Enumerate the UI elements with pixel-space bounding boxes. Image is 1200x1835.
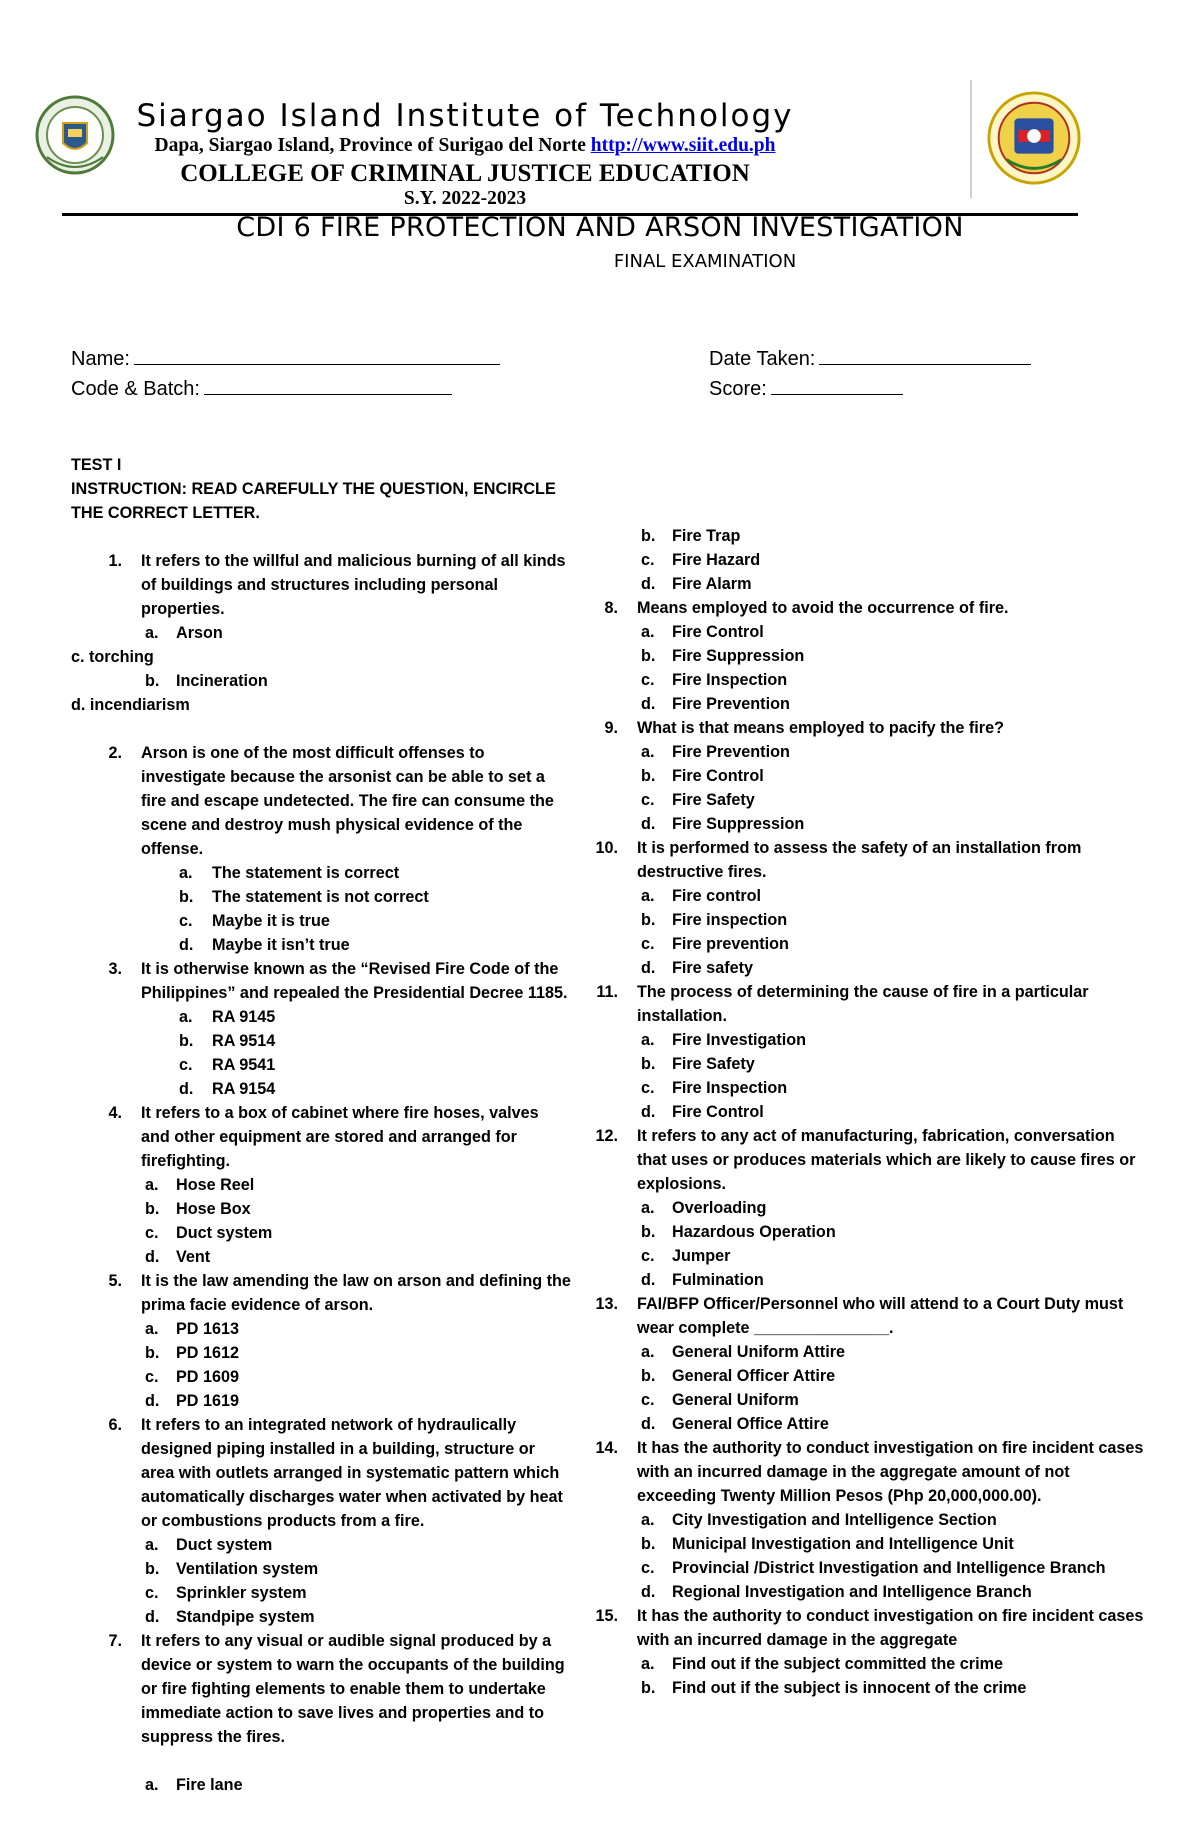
question-2 (71, 741, 571, 861)
choice-text: Fire Inspection (672, 1079, 788, 1097)
choice-letter: c. (641, 551, 655, 569)
score-blank[interactable] (771, 376, 903, 395)
question-7 (71, 1629, 571, 1749)
question-10-choices (567, 884, 1147, 980)
question-text: FAI/BFP Officer/Personnel who will attend to a Court Duty must wear complete _______________. (637, 1295, 1124, 1337)
choice-b[interactable] (567, 1676, 1147, 1700)
question-15-choices (567, 1652, 1147, 1700)
question-2-choices (71, 861, 571, 957)
question-12-choices (567, 1196, 1147, 1292)
choice-text: Fire Control (672, 767, 764, 785)
code-batch-field[interactable] (71, 376, 452, 401)
choice-letter: d. (641, 1271, 656, 1289)
choice-text: Fire Investigation (672, 1031, 807, 1049)
question-3-choices (71, 1005, 571, 1101)
choice-text: General Uniform (672, 1391, 799, 1409)
question-number: 9. (604, 719, 618, 737)
choice-a[interactable] (71, 1773, 571, 1797)
choice-a[interactable] (71, 1005, 571, 1029)
question-6 (71, 1413, 571, 1533)
choice-text: Hose Reel (176, 1176, 255, 1194)
choice-letter: a. (641, 1031, 655, 1049)
question-10 (567, 836, 1147, 884)
choice-text: PD 1619 (176, 1392, 239, 1410)
question-text: It has the authority to conduct investigation on fire incident cases with an incurred damage in the aggregate (637, 1607, 1144, 1649)
choice-letter: d. (641, 1583, 656, 1601)
choice-d[interactable] (567, 1580, 1147, 1604)
choice-c[interactable] (567, 668, 1147, 692)
choice-b[interactable] (567, 764, 1147, 788)
choice-letter: a. (641, 623, 655, 641)
question-text: It is the law amending the law on arson and defining the prima facie evidence of arson. (141, 1272, 571, 1314)
choice-c[interactable] (567, 1244, 1147, 1268)
spacer (71, 1749, 571, 1773)
choice-d[interactable] (567, 1412, 1147, 1436)
choice-d[interactable] (567, 812, 1147, 836)
choice-text: RA 9154 (212, 1080, 276, 1098)
choice-letter: c. (145, 1368, 159, 1386)
question-6-choices (71, 1533, 571, 1629)
choice-c[interactable] (567, 1556, 1147, 1580)
choice-text: Arson (176, 624, 223, 642)
choice-letter: d. (179, 1080, 194, 1098)
choice-text: Fire Prevention (672, 743, 790, 761)
choice-letter: b. (641, 767, 656, 785)
college-name: COLLEGE OF CRIMINAL JUSTICE EDUCATION (180, 160, 750, 187)
question-number: 1. (108, 552, 122, 570)
choice-letter: d. (641, 959, 656, 977)
choice-letter: a. (145, 1536, 159, 1554)
spacer (71, 717, 571, 741)
question-number: 4. (108, 1104, 122, 1122)
choice-c[interactable] (71, 1053, 571, 1077)
question-5-choices (71, 1317, 571, 1413)
choice-letter: c. (179, 1056, 193, 1074)
right-column (595, 524, 1144, 1700)
question-text: Means employed to avoid the occurrence of fire. (637, 599, 1009, 617)
question-number: 2. (108, 744, 122, 762)
choice-letter: c. (641, 1559, 655, 1577)
choice-text: Find out if the subject is innocent of the crime (672, 1679, 1027, 1697)
choice-a[interactable] (71, 621, 416, 645)
choice-letter: b. (641, 647, 656, 665)
choice-text: Fire lane (176, 1776, 243, 1794)
choice-a[interactable] (71, 1173, 571, 1197)
choice-letter: a. (641, 743, 655, 761)
choice-d[interactable] (71, 693, 261, 717)
right-questions (567, 596, 1147, 1700)
question-number: 15. (595, 1607, 618, 1625)
choice-text: Sprinkler system (176, 1584, 307, 1602)
question-text: It refers to any act of manufacturing, fabrication, conversation that uses or produces materials which are likely to cause fires or explosions. (637, 1127, 1136, 1193)
question-number: 3. (108, 960, 122, 978)
choice-a[interactable] (71, 1533, 571, 1557)
question-number: 11. (596, 983, 618, 1001)
question-14 (567, 1436, 1147, 1508)
choice-text: Standpipe system (176, 1608, 315, 1626)
question-12 (567, 1124, 1147, 1196)
choice-text: Fire Inspection (672, 671, 788, 689)
choice-d[interactable] (71, 1605, 571, 1629)
question-text: It refers to any visual or audible signal produced by a device or system to warn the occupants of the building or fire fighting elements to enable them to undertake immediate action to save lives and properties and to suppress the fires. (141, 1632, 565, 1746)
choice-b[interactable] (71, 1029, 571, 1053)
choice-d[interactable] (71, 1077, 571, 1101)
choice-text: torching (89, 648, 154, 666)
choice-text: Fire Alarm (672, 575, 752, 593)
choice-letter: b. (641, 1679, 656, 1697)
choice-text: PD 1609 (176, 1368, 239, 1386)
institution-address (35, 135, 895, 157)
choice-letter: c. (641, 935, 655, 953)
choice-b[interactable] (567, 1532, 1147, 1556)
choice-c[interactable] (567, 1076, 1147, 1100)
choice-letter: d. (179, 936, 194, 954)
question-number: 10. (595, 839, 618, 857)
choice-text: Hazardous Operation (672, 1223, 836, 1241)
exam-type: FINAL EXAMINATION (613, 251, 797, 272)
choice-c[interactable] (567, 932, 1147, 956)
choice-letter: b. (641, 1055, 656, 1073)
choice-b[interactable] (567, 908, 1147, 932)
question-9-choices (567, 740, 1147, 836)
choice-letter: d. (145, 1608, 160, 1626)
choice-text: Fire Hazard (672, 551, 761, 569)
choice-text: Duct system (176, 1224, 273, 1242)
choice-letter: c. (641, 1247, 655, 1265)
choice-letter: b. (145, 1344, 160, 1362)
question-4-choices (71, 1173, 571, 1269)
question-number: 14. (595, 1439, 618, 1457)
choice-text: Maybe it is true (212, 912, 330, 930)
question-text: It refers to an integrated network of hydraulically designed piping installed in a building, structure or area with outlets arranged in systematic pattern which automatically discharges water when activated by heat or combustions products from a fire. (141, 1416, 563, 1530)
choice-letter: b. (179, 888, 194, 906)
choice-letter: a. (145, 1320, 159, 1338)
school-year: S.Y. 2022-2023 (403, 188, 527, 209)
test-instructions (71, 453, 571, 525)
choice-text: Overloading (672, 1199, 767, 1217)
choice-b[interactable] (567, 1052, 1147, 1076)
institution-name: Siargao Island Institute of Technology (136, 98, 794, 134)
choice-letter: c. (641, 791, 655, 809)
question-7-choices-part2 (567, 524, 1137, 596)
choice-a[interactable] (567, 1508, 1147, 1532)
choice-letter: c. (641, 1079, 655, 1097)
question-text: It has the authority to conduct investigation on fire incident cases with an incurred damage in the aggregate amount of not exceeding Twenty Million Pesos (Php 20,000,000.00). (637, 1439, 1144, 1505)
choice-c[interactable] (71, 645, 261, 669)
choice-text: Provincial /District Investigation and Intelligence Branch (672, 1559, 1106, 1577)
choice-letter: c. (71, 648, 85, 666)
choice-c[interactable] (567, 788, 1147, 812)
date-taken-field[interactable] (709, 346, 1031, 371)
question-number: 5. (108, 1272, 122, 1290)
choice-d[interactable] (567, 956, 1147, 980)
choice-text: Hose Box (176, 1200, 251, 1218)
choice-letter: a. (179, 1008, 193, 1026)
question-13 (567, 1292, 1147, 1340)
question-number: 8. (604, 599, 618, 617)
choice-text: General Office Attire (672, 1415, 829, 1433)
choice-text: Fire safety (672, 959, 753, 977)
question-number: 7. (108, 1632, 122, 1650)
question-text: Arson is one of the most difficult offenses to investigate because the arsonist can be able to set a fire and escape undetected. The fire can consume the scene and destroy mush physical evidence of the offense. (141, 744, 554, 858)
question-4 (71, 1101, 571, 1173)
criminology-seal-logo (985, 88, 1083, 188)
choice-d[interactable] (567, 1268, 1147, 1292)
choice-letter: b. (641, 1223, 656, 1241)
code-batch-label: Code & Batch: (71, 378, 200, 400)
question-text: It is otherwise known as the “Revised Fire Code of the Philippines” and repealed the Presidential Decree 1185. (141, 960, 568, 1002)
score-field[interactable] (709, 376, 903, 401)
choice-a[interactable] (567, 1340, 1147, 1364)
choice-letter: d. (145, 1248, 160, 1266)
choice-b[interactable] (567, 1364, 1147, 1388)
choice-letter: b. (145, 1560, 160, 1578)
choice-letter: c. (641, 671, 655, 689)
choice-b[interactable] (71, 1197, 571, 1221)
choice-b[interactable] (71, 1557, 571, 1581)
choice-d[interactable] (567, 1100, 1147, 1124)
question-8 (567, 596, 1147, 620)
question-11-choices (567, 1028, 1147, 1124)
choice-d[interactable] (567, 572, 1137, 596)
choice-text: RA 9541 (212, 1056, 276, 1074)
question-text: It is performed to assess the safety of an installation from destructive fires. (637, 839, 1082, 881)
choice-text: Regional Investigation and Intelligence Branch (672, 1583, 1032, 1601)
choice-letter: b. (145, 672, 160, 690)
choice-letter: b. (641, 1535, 656, 1553)
name-blank[interactable] (134, 346, 500, 365)
choice-b[interactable] (567, 1220, 1147, 1244)
choice-text: City Investigation and Intelligence Section (672, 1511, 997, 1529)
choice-b[interactable] (567, 644, 1147, 668)
choice-text: Incineration (176, 672, 268, 690)
choice-letter: a. (641, 887, 655, 905)
question-number: 13. (595, 1295, 618, 1313)
choice-text: Fire prevention (672, 935, 789, 953)
choice-text: Fire Suppression (672, 815, 805, 833)
choice-text: The statement is not correct (212, 888, 429, 906)
choice-letter: b. (179, 1032, 194, 1050)
choice-a[interactable] (567, 1028, 1147, 1052)
choice-text: General Uniform Attire (672, 1343, 845, 1361)
choice-b[interactable] (71, 885, 571, 909)
question-11 (567, 980, 1147, 1028)
choice-text: RA 9145 (212, 1008, 276, 1026)
choice-letter: d. (641, 1415, 656, 1433)
choice-text: Municipal Investigation and Intelligence Unit (672, 1535, 1014, 1553)
choice-d[interactable] (71, 933, 571, 957)
choice-b[interactable] (71, 1341, 571, 1365)
choice-a[interactable] (567, 1652, 1147, 1676)
name-label: Name: (71, 348, 130, 370)
choice-text: Jumper (672, 1247, 731, 1265)
name-field[interactable] (71, 346, 500, 371)
question-7-choices-part1 (71, 1773, 571, 1797)
choice-c[interactable] (567, 548, 1137, 572)
question-14-choices (567, 1508, 1147, 1604)
question-5 (71, 1269, 571, 1317)
choice-text: Maybe it isn’t true (212, 936, 350, 954)
choice-c[interactable] (71, 909, 571, 933)
letterhead (35, 80, 1105, 208)
question-text: It refers to a box of cabinet where fire hoses, valves and other equipment are stored and arranged for firefighting. (141, 1104, 539, 1170)
choice-text: Fire Safety (672, 791, 755, 809)
choice-letter: b. (641, 911, 656, 929)
question-number: 12. (595, 1127, 618, 1145)
question-text: What is that means employed to pacify the fire? (637, 719, 1004, 737)
choice-letter: a. (641, 1655, 655, 1673)
code-batch-blank[interactable] (204, 376, 452, 395)
question-text: The process of determining the cause of fire in a particular installation. (637, 983, 1089, 1025)
choice-a[interactable] (567, 884, 1147, 908)
choice-letter: c. (145, 1584, 159, 1602)
choice-a[interactable] (567, 1196, 1147, 1220)
choice-text: Fire Prevention (672, 695, 790, 713)
question-9 (567, 716, 1147, 740)
question-number: 6. (108, 1416, 122, 1434)
choice-letter: c. (641, 1391, 655, 1409)
choice-letter: a. (179, 864, 193, 882)
choice-text: RA 9514 (212, 1032, 276, 1050)
choice-text: PD 1612 (176, 1344, 239, 1362)
choice-text: PD 1613 (176, 1320, 239, 1338)
choice-letter: a. (145, 624, 159, 642)
choice-text: Fire Control (672, 623, 764, 641)
choice-letter: c. (179, 912, 193, 930)
choice-letter: d. (71, 696, 86, 714)
choice-letter: b. (145, 1200, 160, 1218)
choice-a[interactable] (71, 861, 571, 885)
choice-letter: a. (641, 1343, 655, 1361)
choice-text: Fire Control (672, 1103, 764, 1121)
choice-text: Duct system (176, 1536, 273, 1554)
choice-text: incendiarism (89, 696, 190, 714)
choice-text: Ventilation system (176, 1560, 319, 1578)
choice-text: Fulmination (672, 1271, 764, 1289)
question-15 (567, 1604, 1147, 1652)
choice-letter: a. (641, 1199, 655, 1217)
question-8-choices (567, 620, 1147, 716)
date-taken-blank[interactable] (819, 346, 1031, 365)
choice-letter: b. (641, 1367, 656, 1385)
course-title: CDI 6 FIRE PROTECTION AND ARSON INVESTIGATION (236, 212, 964, 243)
test-title: TEST I (71, 456, 122, 474)
choice-letter: a. (145, 1776, 159, 1794)
choice-letter: d. (145, 1392, 160, 1410)
choice-a[interactable] (567, 620, 1147, 644)
choice-letter: b. (641, 527, 656, 545)
left-column (71, 453, 571, 1797)
choice-d[interactable] (567, 692, 1147, 716)
choice-letter: c. (145, 1224, 159, 1242)
choice-text: Fire Suppression (672, 647, 805, 665)
question-text: It refers to the willful and malicious burning of all kinds of buildings and structures including personal properties. (141, 552, 566, 618)
choice-letter: d. (641, 1103, 656, 1121)
choice-letter: a. (641, 1511, 655, 1529)
choice-c[interactable] (71, 1365, 571, 1389)
choice-text: Fire Safety (672, 1055, 755, 1073)
website-link[interactable]: http://www.siit.edu.ph (590, 135, 776, 156)
choice-text: General Officer Attire (672, 1367, 836, 1385)
question-1 (71, 549, 571, 621)
choice-b[interactable] (567, 524, 1137, 548)
choice-b[interactable] (71, 669, 416, 693)
question-3 (71, 957, 571, 1005)
choice-text: Vent (176, 1248, 211, 1266)
address-text: Dapa, Siargao Island, Province of Surigao del Norte (154, 135, 586, 156)
instruction-text: INSTRUCTION: READ CAREFULLY THE QUESTION, ENCIRCLE THE CORRECT LETTER. (71, 480, 556, 522)
choice-d[interactable] (71, 1389, 571, 1413)
choice-a[interactable] (567, 740, 1147, 764)
choice-text: Fire control (672, 887, 762, 905)
choice-c[interactable] (71, 1221, 571, 1245)
choice-c[interactable] (71, 1581, 571, 1605)
choice-text: Find out if the subject committed the crime (672, 1655, 1003, 1673)
date-taken-label: Date Taken: (709, 348, 816, 370)
choice-d[interactable] (71, 1245, 571, 1269)
choice-c[interactable] (567, 1388, 1147, 1412)
question-13-choices (567, 1340, 1147, 1436)
choice-letter: d. (641, 695, 656, 713)
question-1-choices (71, 621, 571, 717)
score-label: Score: (709, 378, 767, 400)
choice-a[interactable] (71, 1317, 571, 1341)
choice-letter: a. (145, 1176, 159, 1194)
choice-text: Fire inspection (672, 911, 788, 929)
choice-letter: d. (641, 815, 656, 833)
header-divider (970, 80, 972, 198)
choice-letter: d. (641, 575, 656, 593)
choice-text: The statement is correct (212, 864, 400, 882)
choice-text: Fire Trap (672, 527, 741, 545)
